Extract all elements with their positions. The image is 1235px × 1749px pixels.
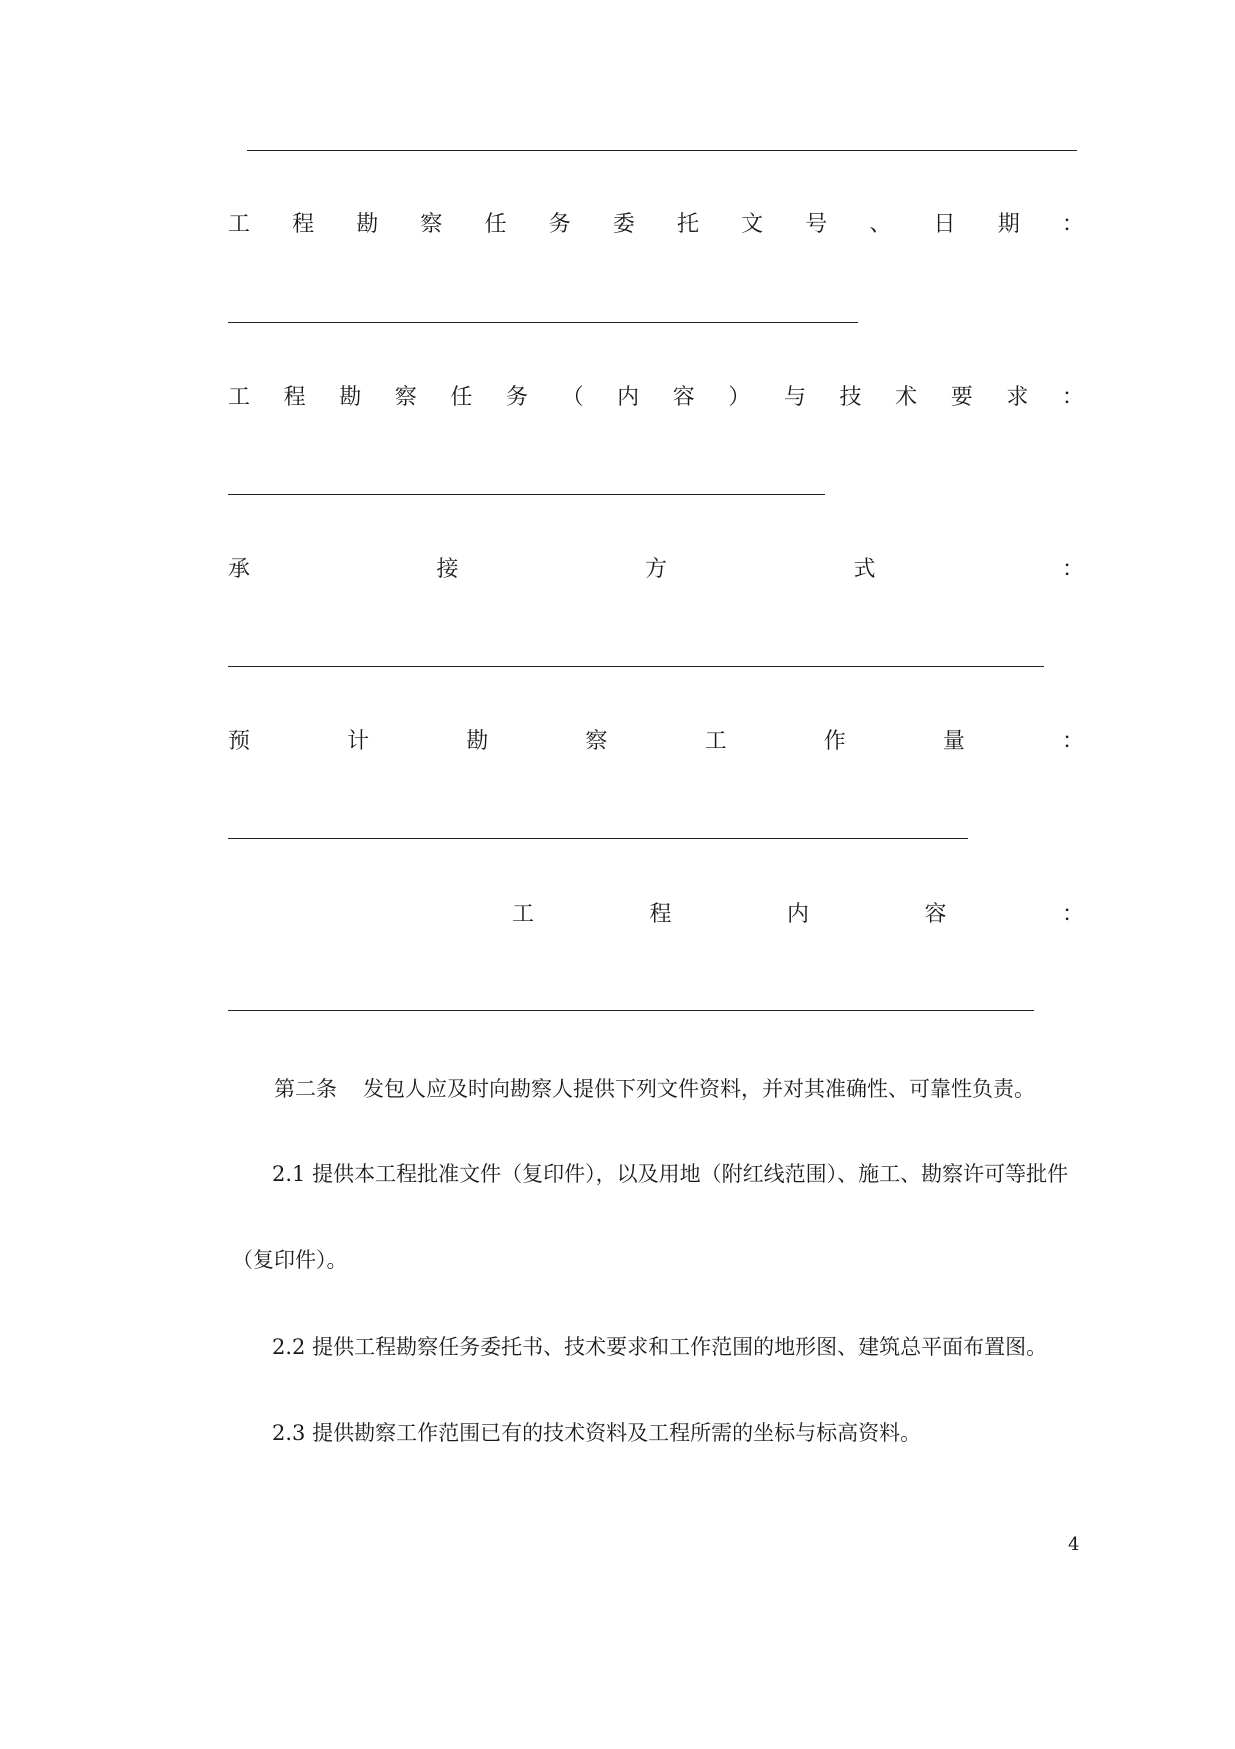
- field-label-char: 计: [347, 729, 370, 754]
- article-title: 发包人应及时向勘察人提供下列文件资料，并对其准确性、可靠性负责。: [363, 1077, 1035, 1101]
- field-label-char: 工: [512, 902, 535, 927]
- field-label-char: 式: [853, 557, 876, 582]
- field-label-char: 量: [942, 729, 965, 754]
- field-label-char: 工: [704, 729, 727, 754]
- field-label-char: 号: [805, 212, 828, 237]
- blank-line: [228, 322, 858, 323]
- field-label-char: 、: [869, 212, 892, 237]
- item-2-1-line1: 2.1 提供本工程批准文件（复印件），以及用地（附红线范围）、施工、勘察许可等批件: [272, 1162, 1069, 1186]
- field-label-char: 察: [585, 729, 608, 754]
- field-label-project-content: [512, 900, 1084, 930]
- field-label-char: 任: [484, 212, 507, 237]
- field-label-char: 程: [649, 902, 672, 927]
- blank-line: [247, 150, 1077, 151]
- article-number: 第二条: [274, 1077, 337, 1101]
- field-label-contract-method: [228, 555, 1084, 585]
- field-label-char: 托: [676, 212, 699, 237]
- field-label-char: 勘: [339, 385, 362, 410]
- field-label-char: ）: [728, 385, 751, 410]
- field-label-char: 预: [228, 729, 251, 754]
- blank-line: [228, 494, 825, 495]
- page-number: 4: [1068, 1534, 1080, 1555]
- article-heading: [274, 1074, 1035, 1104]
- item-2-2: 2.2 提供工程勘察任务委托书、技术要求和工作范围的地形图、建筑总平面布置图。: [272, 1335, 1048, 1359]
- field-label-char: 作: [823, 729, 846, 754]
- field-label-char: 术: [895, 385, 918, 410]
- field-label-char: 程: [283, 385, 306, 410]
- field-label-char: 勘: [356, 212, 379, 237]
- field-label-char: 容: [924, 902, 947, 927]
- field-label-char: 工: [228, 385, 251, 410]
- field-label-char: 察: [394, 385, 417, 410]
- field-label-char: ：: [1061, 557, 1084, 582]
- field-label-char: 求: [1006, 385, 1029, 410]
- field-label-char: （: [561, 385, 584, 410]
- field-label-task-content: [228, 383, 1084, 413]
- field-label-char: 察: [420, 212, 443, 237]
- blank-line: [228, 838, 968, 839]
- field-label-char: 委: [612, 212, 635, 237]
- field-label-char: ：: [1061, 729, 1084, 754]
- field-label-char: 务: [548, 212, 571, 237]
- field-label-char: 内: [617, 385, 640, 410]
- field-label-char: 内: [786, 902, 809, 927]
- field-label-char: 任: [450, 385, 473, 410]
- field-label-char: 接: [436, 557, 459, 582]
- field-label-char: 文: [741, 212, 764, 237]
- field-label-char: 承: [228, 557, 251, 582]
- field-label-char: ：: [1061, 902, 1084, 927]
- field-label-char: 要: [950, 385, 973, 410]
- field-label-char: ：: [1061, 212, 1084, 237]
- field-label-char: 日: [933, 212, 956, 237]
- field-label-char: 程: [292, 212, 315, 237]
- blank-line: [228, 666, 1044, 667]
- field-label-char: 与: [783, 385, 806, 410]
- field-label-char: 勘: [466, 729, 489, 754]
- item-2-1-line2: （复印件）。: [232, 1248, 348, 1272]
- field-label-char: 容: [672, 385, 695, 410]
- field-label-char: 务: [505, 385, 528, 410]
- field-label-char: 期: [997, 212, 1020, 237]
- field-label-workload: [228, 727, 1084, 757]
- field-label-char: 方: [644, 557, 667, 582]
- field-label-char: ：: [1061, 385, 1084, 410]
- blank-line: [228, 1010, 1034, 1011]
- field-label-task-number-date: [228, 210, 1084, 240]
- field-label-char: 工: [228, 212, 251, 237]
- field-label-char: 技: [839, 385, 862, 410]
- item-2-3: 2.3 提供勘察工作范围已有的技术资料及工程所需的坐标与标高资料。: [272, 1421, 922, 1445]
